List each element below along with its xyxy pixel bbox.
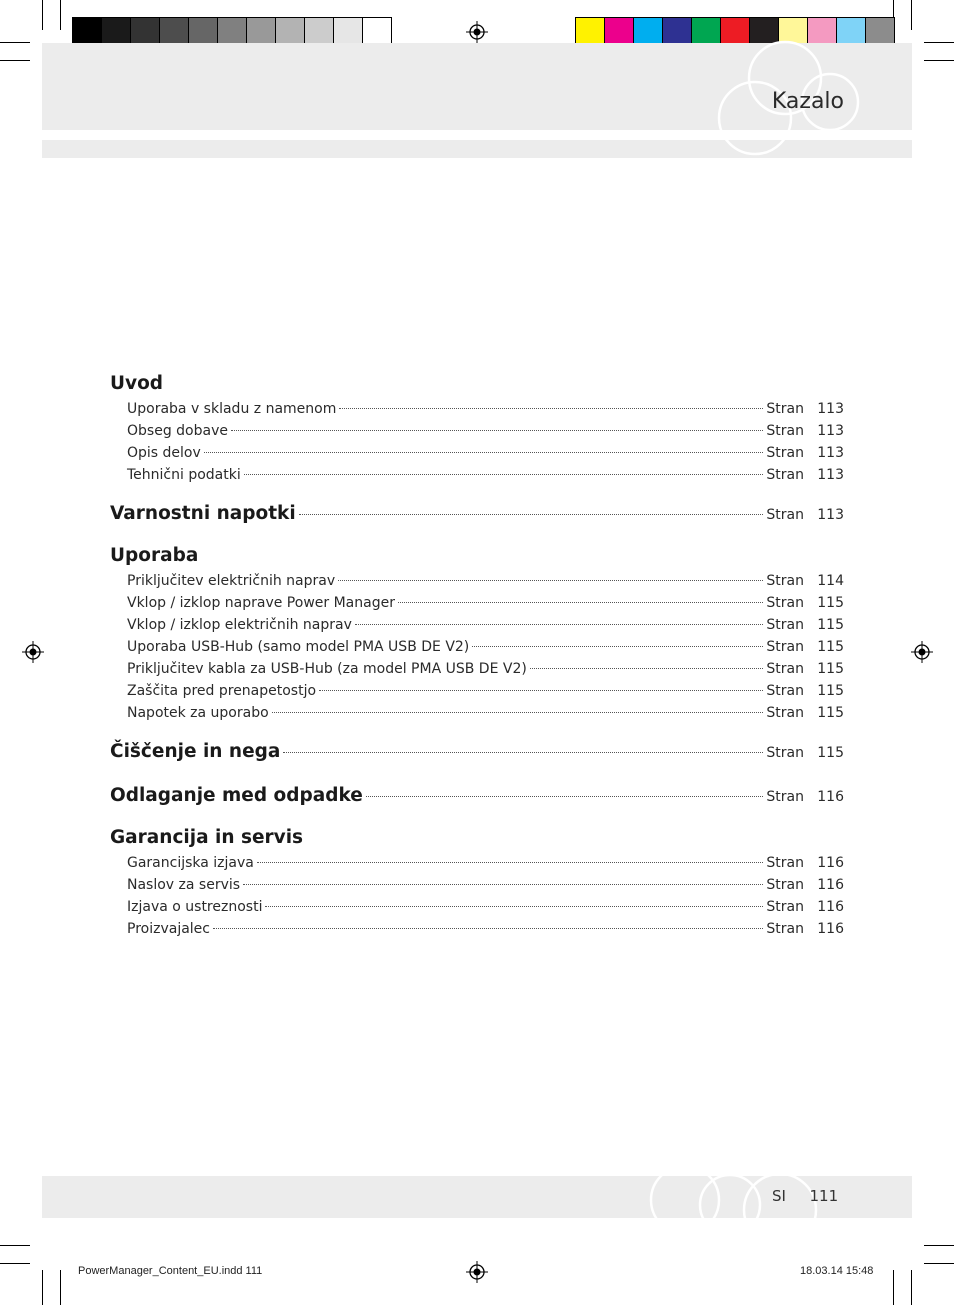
toc-entry-label: Proizvajalec (127, 921, 210, 937)
toc-section (110, 542, 844, 724)
toc-entry-stran: Stran (766, 639, 804, 655)
toc-entry[interactable] (110, 464, 844, 486)
crop-mark (0, 1245, 30, 1246)
dot-leader (257, 862, 764, 863)
toc-entry-page: 115 (817, 595, 844, 611)
footer-lang: SI (772, 1187, 786, 1205)
toc-entry[interactable] (110, 442, 844, 464)
toc-entry[interactable] (110, 918, 844, 940)
toc-entry-label: Uporaba v skladu z namenom (127, 401, 337, 417)
toc-entry-page: 115 (817, 683, 844, 699)
crop-mark (0, 42, 30, 43)
toc-entry[interactable] (110, 592, 844, 614)
crop-mark (60, 0, 61, 30)
toc-section-title[interactable]: Garancija in servis (110, 827, 304, 848)
toc-entry-stran: Stran (766, 705, 804, 721)
toc-entry-stran: Stran (766, 789, 804, 805)
toc-entry[interactable] (110, 420, 844, 442)
dot-leader (204, 452, 764, 453)
toc-entry-page: 115 (817, 661, 844, 677)
slug-file: PowerManager_Content_EU.indd 111 (78, 1265, 263, 1277)
toc-section (110, 824, 844, 940)
toc-entry-stran: Stran (766, 855, 804, 871)
toc-entry-label: Varnostni napotki (110, 503, 296, 524)
toc-entry-page: 113 (817, 423, 844, 439)
dot-leader (299, 514, 764, 515)
toc-section-title[interactable]: Uvod (110, 373, 164, 394)
dot-leader (319, 690, 763, 691)
crop-mark (42, 0, 43, 30)
toc-entry-label: Priključitev kabla za USB-Hub (za model PMA USB DE V2) (127, 661, 527, 677)
toc-entry-stran: Stran (766, 507, 804, 523)
toc-entry-page: 113 (817, 507, 844, 523)
toc-entry[interactable] (110, 852, 844, 874)
crop-mark (924, 60, 954, 61)
footer-page-number (772, 1187, 838, 1205)
toc-section-entry[interactable] (110, 780, 844, 812)
dot-leader (243, 884, 763, 885)
toc-entry-label: Zaščita pred prenapetostjo (127, 683, 317, 699)
dot-leader (283, 752, 763, 753)
toc-entry-stran: Stran (766, 401, 804, 417)
toc-entry-stran: Stran (766, 617, 804, 633)
toc-entry-label: Izjava o ustreznosti (127, 899, 263, 915)
toc-entry-page: 116 (817, 877, 844, 893)
toc-section-title[interactable]: Uporaba (110, 545, 199, 566)
toc-entry-page: 116 (817, 921, 844, 937)
toc-entry-label: Obseg dobave (127, 423, 228, 439)
toc-entry-label: Čiščenje in nega (110, 741, 281, 762)
registration-mark-icon (22, 641, 44, 663)
crop-mark (924, 1263, 954, 1264)
toc-entry-page: 114 (817, 573, 844, 589)
dot-leader (272, 712, 764, 713)
toc-entry-stran: Stran (766, 683, 804, 699)
toc-entry-page: 115 (817, 639, 844, 655)
dot-leader (355, 624, 764, 625)
dot-leader (339, 408, 763, 409)
toc-entry[interactable] (110, 702, 844, 724)
toc-entry[interactable] (110, 896, 844, 918)
page-title: Kazalo (771, 89, 844, 114)
crop-mark (0, 60, 30, 61)
toc-entry-stran: Stran (766, 877, 804, 893)
slug-date: 18.03.14 15:48 (800, 1265, 874, 1277)
dot-leader (338, 580, 763, 581)
toc-entry-page: 113 (817, 467, 844, 483)
toc-entry-page: 113 (817, 445, 844, 461)
toc-entry-page: 113 (817, 401, 844, 417)
registration-mark-icon (466, 21, 488, 43)
toc-entry-stran: Stran (766, 467, 804, 483)
toc-section (110, 780, 844, 812)
toc-entry-stran: Stran (766, 921, 804, 937)
toc-entry[interactable] (110, 398, 844, 420)
toc-entry-label: Vklop / izklop naprave Power Manager (127, 595, 395, 611)
toc-entry-stran: Stran (766, 745, 804, 761)
table-of-contents (110, 370, 844, 952)
toc-entry[interactable] (110, 570, 844, 592)
dot-leader (244, 474, 764, 475)
toc-entry-stran: Stran (766, 445, 804, 461)
dot-leader (472, 646, 763, 647)
toc-entry-page: 115 (817, 617, 844, 633)
header-stripe (42, 140, 912, 158)
toc-entry-stran: Stran (766, 573, 804, 589)
toc-entry-label: Napotek za uporabo (127, 705, 269, 721)
crop-mark (911, 0, 912, 30)
registration-mark-icon (911, 641, 933, 663)
crop-mark (911, 1270, 912, 1305)
toc-entry-page: 115 (817, 705, 844, 721)
toc-entry-label: Garancijska izjava (127, 855, 254, 871)
toc-entry-page: 116 (817, 789, 844, 805)
toc-entry-label: Vklop / izklop električnih naprav (127, 617, 352, 633)
toc-entry-page: 116 (817, 855, 844, 871)
crop-mark (42, 1270, 43, 1305)
toc-entry[interactable] (110, 614, 844, 636)
toc-entry-label: Priključitev električnih naprav (127, 573, 336, 589)
dot-leader (366, 796, 764, 797)
toc-entry-stran: Stran (766, 899, 804, 915)
toc-entry-label: Odlaganje med odpadke (110, 785, 363, 806)
crop-mark (0, 1263, 30, 1264)
toc-entry-stran: Stran (766, 595, 804, 611)
toc-section-entry[interactable] (110, 498, 844, 530)
toc-section (110, 498, 844, 530)
toc-section (110, 370, 844, 486)
crop-mark (60, 1270, 61, 1305)
toc-entry-page: 116 (817, 899, 844, 915)
toc-section (110, 736, 844, 768)
dot-leader (530, 668, 764, 669)
crop-mark (924, 42, 954, 43)
registration-mark-icon (466, 1261, 488, 1283)
toc-entry-label: Naslov za servis (127, 877, 241, 893)
toc-section-entry[interactable] (110, 736, 844, 768)
dot-leader (398, 602, 763, 603)
toc-entry-label: Opis delov (127, 445, 201, 461)
toc-entry[interactable] (110, 636, 844, 658)
toc-entry[interactable] (110, 874, 844, 896)
toc-entry[interactable] (110, 658, 844, 680)
crop-mark (924, 1245, 954, 1246)
header-band (42, 43, 912, 130)
toc-entry-stran: Stran (766, 661, 804, 677)
dot-leader (265, 906, 763, 907)
toc-entry-page: 115 (817, 745, 844, 761)
toc-entry-stran: Stran (766, 423, 804, 439)
toc-entry[interactable] (110, 680, 844, 702)
footer-page: 111 (809, 1187, 839, 1205)
dot-leader (213, 928, 763, 929)
toc-entry-label: Tehnični podatki (127, 467, 241, 483)
toc-entry-label: Uporaba USB-Hub (samo model PMA USB DE V2) (127, 639, 470, 655)
crop-mark (893, 1270, 894, 1305)
dot-leader (231, 430, 763, 431)
